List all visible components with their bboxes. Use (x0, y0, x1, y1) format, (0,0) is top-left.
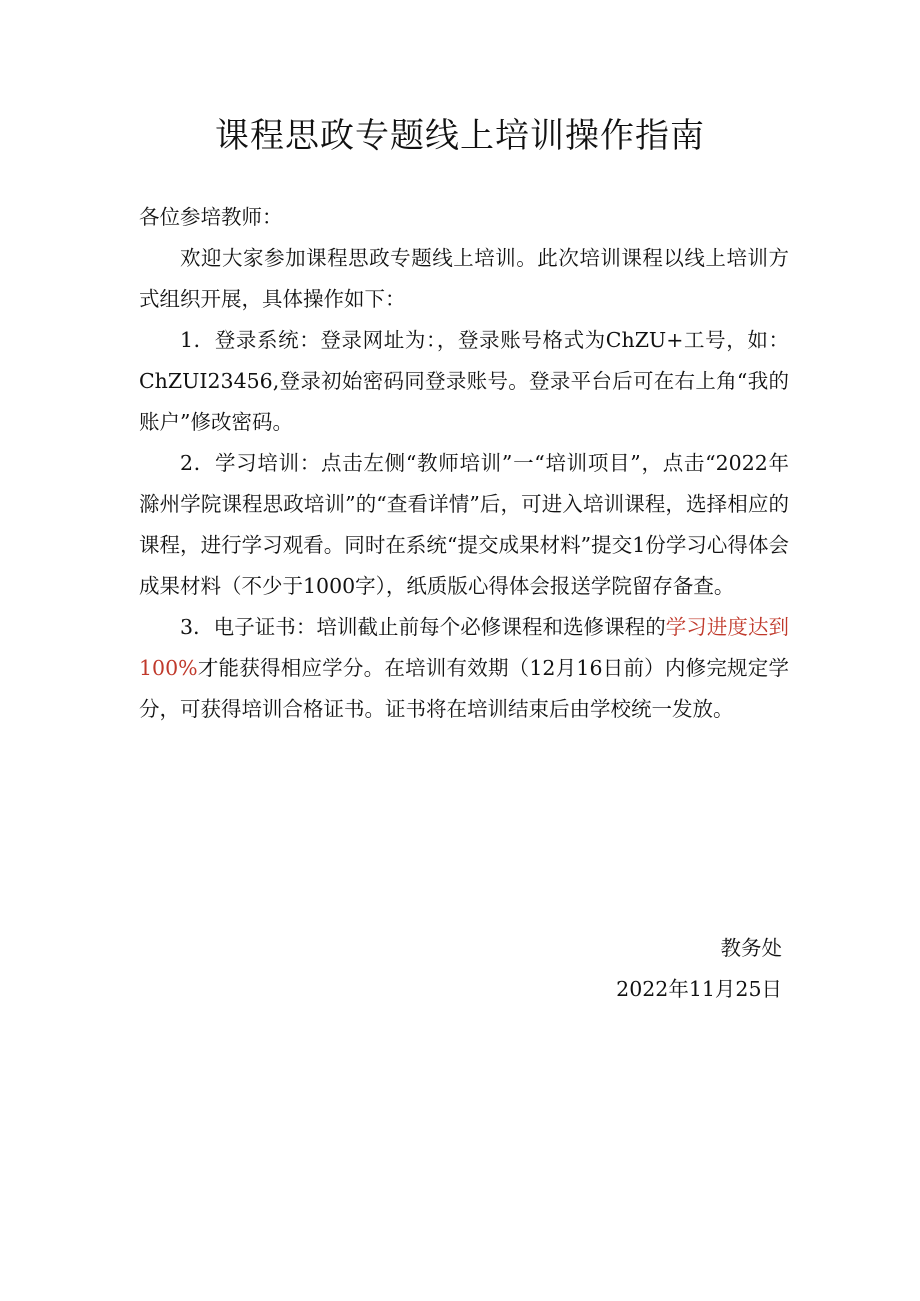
issuer: 教务处 (720, 936, 782, 960)
signature-block (616, 928, 782, 1010)
step-3-certificate (139, 607, 789, 730)
document-title: 课程思政专题线上培训操作指南 (215, 116, 705, 156)
step-3-text-start: 3．电子证书：培训截止前每个必修课程和选修课程的 (180, 615, 666, 639)
step-3-text-end: 才能获得相应学分。在培训有效期（12月16日前）内修完规定学分，可获得培训合格证书。证书将在培训结束后由学校统一发放。 (139, 656, 789, 721)
intro-paragraph: 欢迎大家参加课程思政专题线上培训。此次培训课程以线上培训方式组织开展，具体操作如下： (139, 246, 789, 311)
step-1-login: 1．登录系统：登录网址为：，登录账号格式为ChZU+工号，如：ChZUI23456,登录初始密码同登录账号。登录平台后可在右上角“我的账户”修改密码。 (139, 328, 789, 434)
salutation: 各位参培教师： (139, 205, 283, 229)
progress-requirement-highlight: 学习进度达到100% (139, 615, 790, 680)
step-2-study: 2．学习培训：点击左侧“教师培训”一“培训项目”，点击“2022年滁州学院课程思政培训”的“查看详情”后，可进入培训课程，选择相应的课程，进行学习观看。同时在系统“提交成果材料”提交1份学习心得体会成果材料（不少于1000字），纸质版心得体会报送学院留存备查。 (139, 451, 789, 598)
document-body (139, 197, 789, 730)
issue-date: 2022年11月25日 (616, 977, 782, 1001)
